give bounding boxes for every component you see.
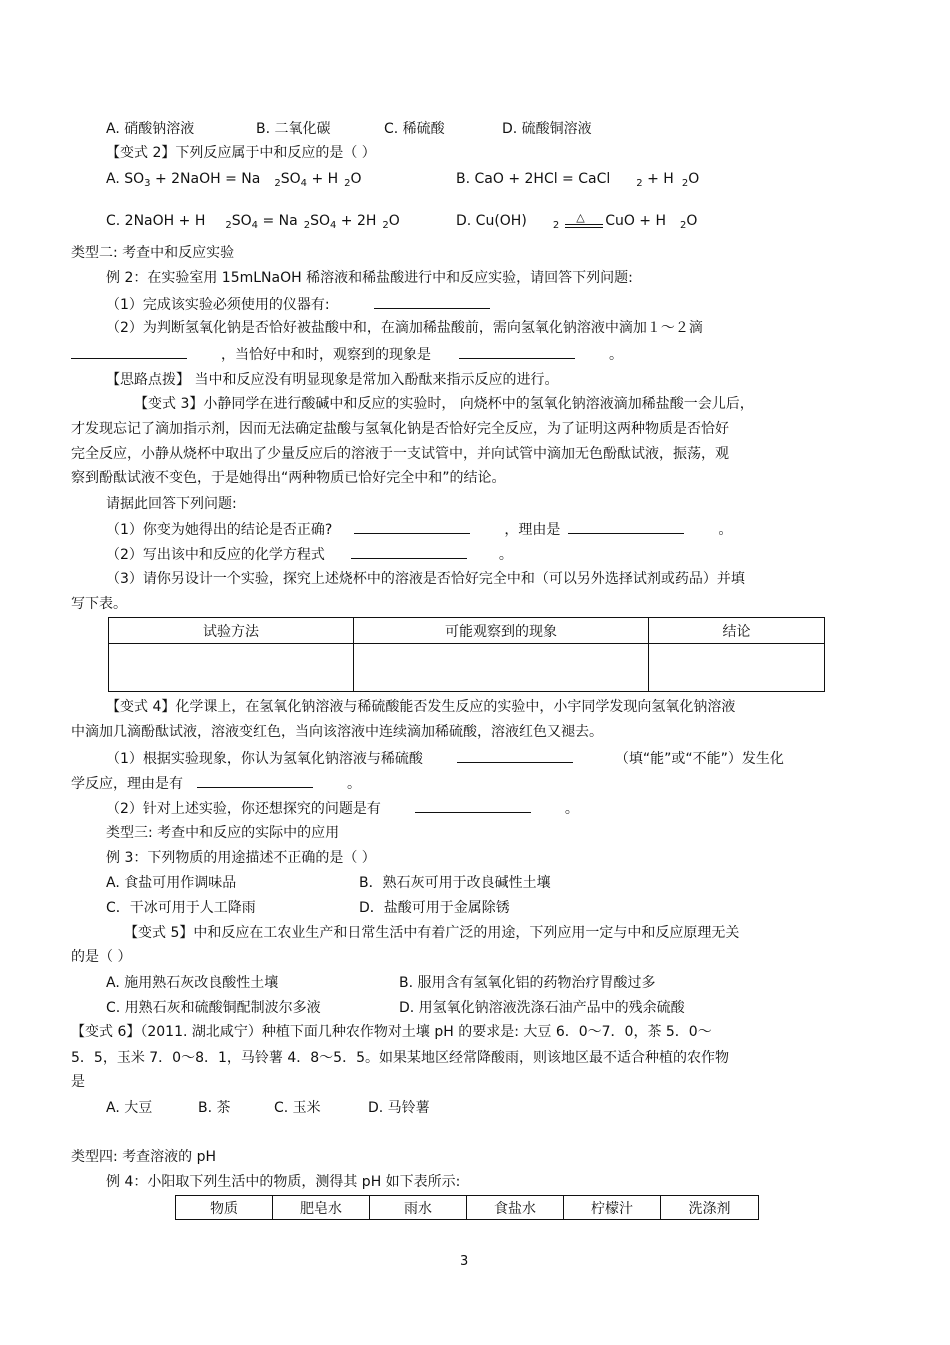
heating-symbol: △ bbox=[559, 211, 605, 231]
example2: 例 2：在实验室用 15mLNaOH 稀溶液和稀盐酸进行中和反应实验，请回答下列问题: bbox=[106, 270, 633, 286]
var4-line1: 【变式 4】化学课上，在氢氧化钠溶液与稀硫酸能否发生反应的实验中，小宇同学发现向氢氧化钠溶液 bbox=[106, 699, 736, 715]
table-header: 可能观察到的现象 bbox=[354, 618, 649, 644]
var6-line2: 5．5，玉米 7．0～8．1，马铃薯 4．8～5．5。如果某地区经常降酸雨，则该地区最不适合种植的农作物 bbox=[71, 1050, 729, 1066]
var6-option-b: B. 茶 bbox=[198, 1100, 231, 1116]
page-number: 3 bbox=[460, 1254, 469, 1269]
var5-option-c: C. 用熟石灰和硫酸铜配制波尔多液 bbox=[106, 1000, 321, 1016]
example3-option-b: B．熟石灰可用于改良碱性土壤 bbox=[359, 875, 551, 891]
var6-option-a: A. 大豆 bbox=[106, 1100, 153, 1116]
answer-blank[interactable] bbox=[354, 519, 470, 534]
var3-prompt: 请据此回答下列问题: bbox=[106, 496, 237, 512]
table-header: 结论 bbox=[649, 618, 825, 644]
hint: 【思路点拨】 当中和反应没有明显现象是常加入酚酞来指示反应的进行。 bbox=[106, 372, 559, 388]
example3: 例 3：下列物质的用途描述不正确的是（ ） bbox=[106, 850, 376, 866]
top-option-d: D. 硫酸铜溶液 bbox=[502, 121, 592, 137]
var4-q1: （1）根据实验现象，你认为氢氧化钠溶液与稀硫酸 （填“能”或“不能”）发生化 bbox=[106, 748, 784, 768]
table-header: 试验方法 bbox=[109, 618, 354, 644]
var5-option-d: D. 用氢氧化钠溶液洗涤石油产品中的残余硫酸 bbox=[399, 1000, 685, 1016]
top-option-a: A. 硝酸钠溶液 bbox=[106, 121, 195, 137]
var3-q3-cont: 写下表。 bbox=[71, 596, 127, 612]
table-header: 洗涤剂 bbox=[661, 1196, 759, 1220]
var4-line2: 中滴加几滴酚酞试液，溶液变红色，当向该溶液中连续滴加稀硫酸，溶液红色又褪去。 bbox=[71, 724, 603, 740]
table-header: 食盐水 bbox=[467, 1196, 564, 1220]
top-option-c: C. 稀硫酸 bbox=[384, 121, 445, 137]
answer-blank[interactable] bbox=[197, 773, 313, 788]
var2-question: 【变式 2】下列反应属于中和反应的是（ ） bbox=[106, 145, 376, 161]
var5-line2: 的是（ ） bbox=[71, 949, 132, 965]
table-cell[interactable] bbox=[109, 644, 354, 692]
type4-heading: 类型四: 考查溶液的 pH bbox=[71, 1149, 217, 1165]
var3-q3: （3）请你另设计一个实验，探究上述烧杯中的溶液是否恰好完全中和（可以另外选择试剂或药品）并填 bbox=[106, 571, 745, 587]
var2-option-b: B. CaO + 2HCl = CaCl $_2$ + H $_2$O bbox=[456, 171, 700, 189]
var4-q1-cont: 学反应，理由是有 。 bbox=[71, 773, 361, 793]
var6-option-d: D. 马铃薯 bbox=[368, 1100, 430, 1116]
table-header: 物质 bbox=[176, 1196, 273, 1220]
answer-blank[interactable] bbox=[415, 798, 531, 813]
type2-heading: 类型二: 考查中和反应实验 bbox=[71, 245, 235, 261]
experiment-table bbox=[108, 617, 825, 692]
table-header: 柠檬汁 bbox=[564, 1196, 661, 1220]
var6-option-c: C. 玉米 bbox=[274, 1100, 321, 1116]
example3-option-d: D．盐酸可用于金属除锈 bbox=[359, 900, 510, 916]
var3-q1: （1）你变为她得出的结论是否正确? ，理由是 。 bbox=[106, 519, 732, 539]
example2-q2-cont: ，当恰好中和时，观察到的现象是 。 bbox=[71, 344, 623, 364]
example2-q1: （1）完成该实验必须使用的仪器有: bbox=[106, 294, 490, 314]
top-option-b: B. 二氧化碳 bbox=[256, 121, 331, 137]
var5-option-a: A. 施用熟石灰改良酸性土壤 bbox=[106, 975, 279, 991]
answer-blank[interactable] bbox=[457, 748, 573, 763]
var3-line2: 才发现忘记了滴加指示剂，因而无法确定盐酸与氢氧化钠是否恰好完全反应，为了证明这两种物质是否恰好 bbox=[71, 421, 729, 437]
var5-line1: 【变式 5】中和反应在工农业生产和日常生活中有着广泛的用途，下列应用一定与中和反应原理无关 bbox=[124, 925, 740, 941]
answer-blank[interactable] bbox=[374, 294, 490, 309]
var5-option-b: B. 服用含有氢氧化铝的药物治疗胃酸过多 bbox=[399, 975, 656, 991]
var6-line1: 【变式 6】（2011. 湖北咸宁）种植下面几种农作物对土壤 pH 的要求是: 大豆 6．0～7．0，茶 5．0～ bbox=[71, 1024, 712, 1040]
table-header: 雨水 bbox=[370, 1196, 467, 1220]
var3-line1: 【变式 3】小静同学在进行酸碱中和反应的实验时， 向烧杯中的氢氧化钠溶液滴加稀盐酸一会儿后， bbox=[134, 396, 754, 412]
table-header: 肥皂水 bbox=[273, 1196, 370, 1220]
table-cell[interactable] bbox=[649, 644, 825, 692]
var2-option-a: A. $SO_3$ + 2NaOH = Na $_2SO_4 + H$ $_2$O bbox=[106, 171, 362, 189]
var6-line3: 是 bbox=[71, 1074, 85, 1090]
var2-option-c: C. 2NaOH + H $_2SO_4 = Na$ $_2SO_4 + 2H$ $_2$O bbox=[106, 213, 400, 231]
var3-line3: 完全反应，小静从烧杯中取出了少量反应后的溶液于一支试管中，并向试管中滴加无色酚酞试液，振荡，观 bbox=[71, 446, 729, 462]
var3-line4: 察到酚酞试液不变色，于是她得出“两种物质已恰好完全中和”的结论。 bbox=[71, 470, 506, 486]
answer-blank[interactable] bbox=[459, 344, 575, 359]
example3-option-a: A. 食盐可用作调味品 bbox=[106, 875, 237, 891]
example2-q2: （2）为判断氢氧化钠是否恰好被盐酸中和，在滴加稀盐酸前，需向氢氧化钠溶液中滴加１～２滴 bbox=[106, 320, 703, 336]
answer-blank[interactable] bbox=[351, 544, 467, 559]
type3-heading: 类型三: 考查中和反应的实际中的应用 bbox=[106, 825, 340, 841]
answer-blank[interactable] bbox=[71, 344, 187, 359]
var3-q2: （2）写出该中和反应的化学方程式 。 bbox=[106, 544, 513, 564]
answer-blank[interactable] bbox=[568, 519, 684, 534]
ph-table bbox=[175, 1195, 759, 1220]
var4-q2: （2）针对上述实验，你还想探究的问题是有 。 bbox=[106, 798, 579, 818]
table-cell[interactable] bbox=[354, 644, 649, 692]
example4: 例 4：小阳取下列生活中的物质，测得其 pH 如下表所示: bbox=[106, 1174, 461, 1190]
var2-option-d: D. Cu(OH) $_2$ △ CuO + H $_2$O bbox=[456, 211, 698, 231]
example3-option-c: C．干冰可用于人工降雨 bbox=[106, 900, 256, 916]
